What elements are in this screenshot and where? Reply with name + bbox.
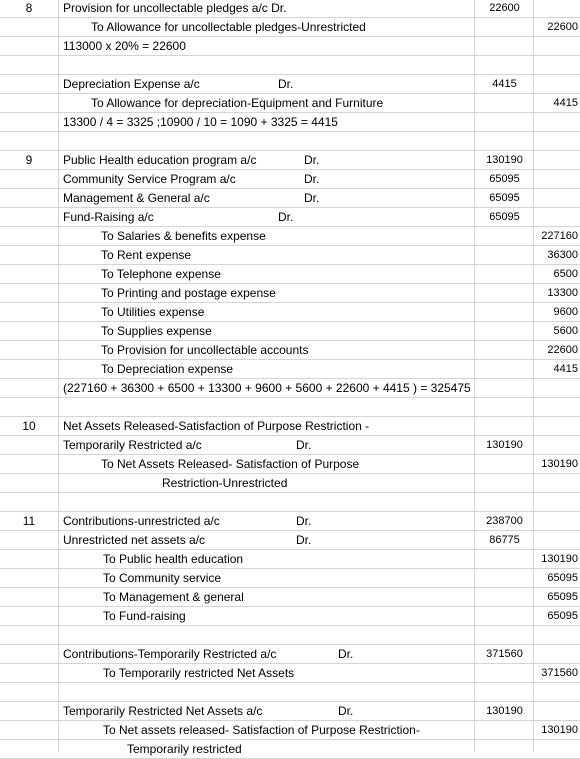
entry-description: 13300 / 4 = 3325 ;10900 / 10 = 1090 + 3325 = 4415 <box>63 115 338 129</box>
entry-number: 11 <box>22 514 36 528</box>
entry-description: To Net Assets Released- Satisfaction of Purpose <box>101 457 360 471</box>
debit-amount <box>476 37 533 55</box>
credit-amount <box>534 379 578 397</box>
entry-number: 10 <box>22 419 36 433</box>
journal-row <box>0 379 580 398</box>
debit-amount: 130190 <box>486 154 523 166</box>
journal-row <box>0 645 580 664</box>
debit-marker: Dr. <box>278 77 294 91</box>
journal-row <box>0 246 580 265</box>
debit-amount: 130190 <box>486 439 523 451</box>
journal-row <box>0 740 580 759</box>
debit-amount <box>476 113 533 131</box>
entry-number <box>0 740 58 758</box>
entry-description: 113000 x 20% = 22600 <box>63 39 186 53</box>
debit-amount <box>476 284 533 302</box>
credit-amount: 371560 <box>541 667 578 679</box>
journal-row <box>0 474 580 493</box>
journal-row <box>0 75 580 94</box>
journal-row <box>0 322 580 341</box>
debit-amount <box>476 664 533 682</box>
journal-row <box>0 132 580 151</box>
debit-amount <box>476 322 533 340</box>
debit-marker: Dr. <box>338 704 354 718</box>
entry-description <box>63 626 471 644</box>
entry-number <box>0 588 58 606</box>
credit-amount: 227160 <box>541 230 578 242</box>
credit-amount: 130190 <box>541 553 578 565</box>
credit-amount <box>534 645 578 663</box>
debit-amount <box>476 398 533 416</box>
credit-amount: 65095 <box>547 591 578 603</box>
debit-marker: Dr. <box>296 514 312 528</box>
credit-amount <box>534 113 578 131</box>
journal-row <box>0 455 580 474</box>
journal-row <box>0 531 580 550</box>
entry-number <box>0 189 58 207</box>
debit-amount: 65095 <box>489 173 520 185</box>
journal-row <box>0 436 580 455</box>
entry-description: To Net assets released- Satisfaction of Purpose Restriction- <box>103 723 420 737</box>
credit-amount: 6500 <box>553 268 578 280</box>
credit-amount <box>534 398 578 416</box>
entry-description: To Provision for uncollectable accounts <box>101 343 309 357</box>
credit-amount <box>534 512 578 530</box>
entry-description: To Salaries & benefits expense <box>101 229 266 243</box>
journal-row <box>0 284 580 303</box>
credit-amount <box>534 75 578 93</box>
debit-amount <box>476 341 533 359</box>
credit-amount <box>534 417 578 435</box>
entry-description: Contributions-unrestricted a/c <box>63 514 220 528</box>
credit-amount <box>534 151 578 169</box>
entry-description: To Fund-raising <box>103 609 186 623</box>
journal-row <box>0 398 580 417</box>
credit-amount <box>534 189 578 207</box>
debit-amount <box>476 303 533 321</box>
journal-row <box>0 683 580 702</box>
entry-number <box>0 341 58 359</box>
debit-marker: Dr. <box>304 172 320 186</box>
debit-amount <box>476 493 533 511</box>
debit-amount: 65095 <box>489 192 520 204</box>
journal-row <box>0 94 580 113</box>
journal-row <box>0 303 580 322</box>
entry-description: Public Health education program a/c <box>63 153 257 167</box>
entry-description: To Management & general <box>103 590 244 604</box>
entry-description: To Telephone expense <box>101 267 221 281</box>
journal-row <box>0 664 580 683</box>
debit-amount <box>476 56 533 74</box>
entry-description: Temporarily Restricted Net Assets a/c <box>63 704 263 718</box>
entry-description: To Public health education <box>103 552 244 566</box>
entry-number <box>0 75 58 93</box>
credit-amount: 5600 <box>553 325 578 337</box>
debit-amount <box>476 569 533 587</box>
debit-amount <box>476 626 533 644</box>
entry-number <box>0 607 58 625</box>
entry-number <box>0 702 58 720</box>
debit-amount <box>476 265 533 283</box>
credit-amount <box>534 493 578 511</box>
debit-amount <box>476 132 533 150</box>
debit-amount <box>476 550 533 568</box>
entry-number <box>0 550 58 568</box>
entry-number <box>0 37 58 55</box>
journal-row <box>0 626 580 645</box>
entry-number <box>0 626 58 644</box>
journal-row <box>0 550 580 569</box>
journal-row <box>0 151 580 170</box>
entry-description: To Depreciation expense <box>101 362 234 376</box>
entry-description: (227160 + 36300 + 6500 + 13300 + 9600 + 5600 + 22600 + 4415 ) = 325475 <box>63 381 471 395</box>
entry-description <box>63 398 471 416</box>
credit-amount <box>534 683 578 701</box>
journal-row <box>0 702 580 721</box>
journal-row <box>0 588 580 607</box>
debit-amount: 65095 <box>489 211 520 223</box>
journal-row <box>0 113 580 132</box>
debit-amount <box>476 417 533 435</box>
entry-number <box>0 94 58 112</box>
entry-description: Temporarily restricted <box>127 742 242 756</box>
credit-amount <box>534 208 578 226</box>
credit-amount <box>534 170 578 188</box>
debit-marker: Dr. <box>296 533 312 547</box>
entry-number <box>0 436 58 454</box>
credit-amount: 36300 <box>547 249 578 261</box>
entry-number <box>0 265 58 283</box>
credit-amount <box>534 531 578 549</box>
entry-description: To Rent expense <box>101 248 192 262</box>
entry-description: To Temporarily restricted Net Assets <box>103 666 295 680</box>
credit-amount: 130190 <box>541 724 578 736</box>
journal-row <box>0 569 580 588</box>
entry-description: To Utilities expense <box>101 305 205 319</box>
debit-amount: 371560 <box>486 648 523 660</box>
journal-row <box>0 721 580 740</box>
credit-amount <box>534 56 578 74</box>
debit-amount <box>476 455 533 473</box>
entry-number <box>0 721 58 739</box>
entry-description: Temporarily Restricted a/c <box>63 438 202 452</box>
entry-description: To Supplies expense <box>101 324 212 338</box>
credit-amount: 22600 <box>547 344 578 356</box>
debit-marker: Dr. <box>296 438 312 452</box>
debit-amount <box>476 474 533 492</box>
journal-row <box>0 189 580 208</box>
credit-amount: 13300 <box>547 287 578 299</box>
entry-description <box>63 56 471 74</box>
entry-description: Provision for uncollectable pledges a/c Dr. <box>63 1 287 15</box>
entry-number <box>0 360 58 378</box>
debit-marker: Dr. <box>304 153 320 167</box>
journal-row <box>0 341 580 360</box>
entry-number <box>0 170 58 188</box>
credit-amount: 65095 <box>547 572 578 584</box>
entry-number <box>0 569 58 587</box>
debit-amount <box>476 740 533 758</box>
entry-description: Restriction-Unrestricted <box>162 476 288 490</box>
credit-amount: 4415 <box>553 97 578 109</box>
debit-amount <box>476 721 533 739</box>
entry-number <box>0 246 58 264</box>
journal-row <box>0 512 580 531</box>
credit-amount <box>534 702 578 720</box>
debit-amount <box>476 379 533 397</box>
credit-amount: 22600 <box>547 21 578 33</box>
credit-amount: 130190 <box>541 458 578 470</box>
entry-number <box>0 56 58 74</box>
entry-number <box>0 113 58 131</box>
entry-number <box>0 227 58 245</box>
journal-row <box>0 18 580 37</box>
debit-amount: 130190 <box>486 705 523 717</box>
credit-amount: 4415 <box>553 363 578 375</box>
credit-amount: 65095 <box>547 610 578 622</box>
credit-amount <box>534 740 578 758</box>
entry-number <box>0 322 58 340</box>
debit-amount <box>476 18 533 36</box>
entry-number <box>0 531 58 549</box>
entry-description <box>63 132 471 150</box>
entry-number <box>0 208 58 226</box>
entry-number <box>0 664 58 682</box>
credit-amount <box>534 37 578 55</box>
entry-number <box>0 683 58 701</box>
entry-description: Community Service Program a/c <box>63 172 236 186</box>
debit-amount: 22600 <box>489 2 520 14</box>
entry-description: To Allowance for depreciation-Equipment and Furniture <box>91 96 384 110</box>
entry-description: Depreciation Expense a/c <box>63 77 200 91</box>
entry-number <box>0 398 58 416</box>
entry-description: Management & General a/c <box>63 191 210 205</box>
debit-amount <box>476 227 533 245</box>
journal-row <box>0 265 580 284</box>
entry-description: To Allowance for uncollectable pledges-Unrestricted <box>91 20 366 34</box>
entry-number: 9 <box>25 153 33 167</box>
journal-row <box>0 493 580 512</box>
entry-number <box>0 474 58 492</box>
credit-amount <box>534 0 578 17</box>
credit-amount <box>534 132 578 150</box>
entry-number <box>0 132 58 150</box>
credit-amount <box>534 626 578 644</box>
credit-amount <box>534 436 578 454</box>
entry-description: Unrestricted net assets a/c <box>63 533 206 547</box>
debit-amount: 4415 <box>492 78 517 90</box>
debit-marker: Dr. <box>278 210 294 224</box>
debit-amount <box>476 607 533 625</box>
debit-amount <box>476 246 533 264</box>
entry-description: To Community service <box>103 571 222 585</box>
credit-amount: 9600 <box>553 306 578 318</box>
entry-description <box>63 493 471 511</box>
entry-number: 8 <box>25 1 33 15</box>
debit-marker: Dr. <box>304 191 320 205</box>
debit-amount: 86775 <box>489 534 520 546</box>
credit-amount <box>534 474 578 492</box>
entry-description: Net Assets Released-Satisfaction of Purpose Restriction - <box>63 419 370 433</box>
journal-row <box>0 227 580 246</box>
debit-amount <box>476 683 533 701</box>
debit-amount: 238700 <box>486 515 523 527</box>
debit-amount <box>476 94 533 112</box>
entry-number <box>0 284 58 302</box>
debit-marker: Dr. <box>338 647 354 661</box>
journal-row <box>0 607 580 626</box>
journal-row <box>0 37 580 56</box>
journal-row <box>0 170 580 189</box>
entry-number <box>0 455 58 473</box>
debit-amount <box>476 360 533 378</box>
entry-number <box>0 493 58 511</box>
entry-number <box>0 303 58 321</box>
entry-description <box>63 683 471 701</box>
journal-row <box>0 0 580 18</box>
entry-description: Contributions-Temporarily Restricted a/c <box>63 647 277 661</box>
entry-number <box>0 379 58 397</box>
entry-number <box>0 645 58 663</box>
debit-amount <box>476 588 533 606</box>
entry-number <box>0 18 58 36</box>
journal-row <box>0 208 580 227</box>
journal-row <box>0 56 580 75</box>
entry-description: To Printing and postage expense <box>101 286 276 300</box>
journal-row <box>0 417 580 436</box>
entry-description: Fund-Raising a/c <box>63 210 154 224</box>
journal-row <box>0 360 580 379</box>
